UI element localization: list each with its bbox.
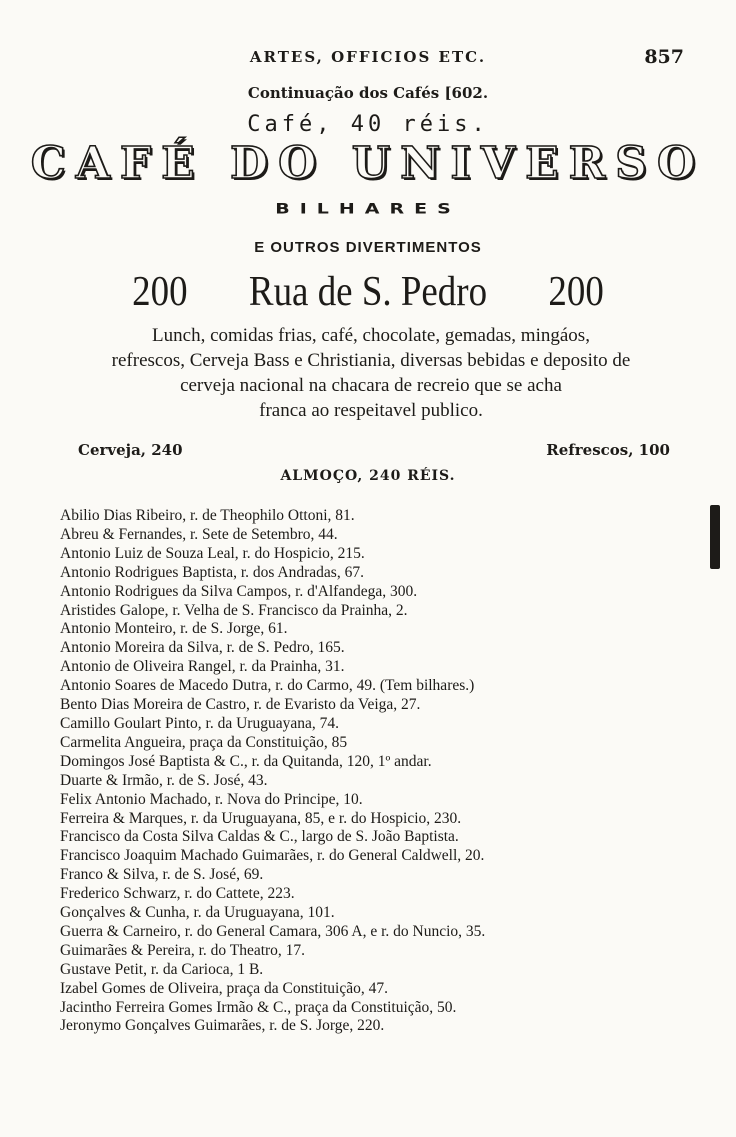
list-item: Francisco da Costa Silva Caldas & C., largo de S. João Baptista. bbox=[60, 828, 459, 846]
list-item: Gustave Petit, r. da Carioca, 1 B. bbox=[60, 960, 264, 978]
list-item: Frederico Schwarz, r. do Cattete, 223. bbox=[60, 885, 295, 903]
divertimentos-subheading: E OUTROS DIVERTIMENTOS bbox=[254, 239, 482, 256]
list-item: Domingos José Baptista & C., r. da Quitanda, 120, 1º andar. bbox=[60, 752, 432, 770]
list-item: Antonio Moreira da Silva, r. de S. Pedro, 165. bbox=[60, 639, 345, 657]
list-item: Izabel Gomes de Oliveira, praça da Constituição, 47. bbox=[60, 979, 388, 997]
almoco-price: ALMOÇO, 240 RÉIS. bbox=[280, 468, 456, 484]
billiards-heading: BILHARES bbox=[275, 200, 461, 218]
list-item: Jacintho Ferreira Gomes Irmão & C., praça da Constituição, 50. bbox=[60, 998, 457, 1016]
price-row bbox=[78, 441, 670, 459]
list-item: Franco & Silva, r. de S. José, 69. bbox=[60, 866, 264, 884]
page-number: 857 bbox=[644, 46, 684, 68]
list-item: Bento Dias Moreira de Castro, r. de Evaristo da Veiga, 27. bbox=[60, 696, 421, 714]
list-item: Antonio Monteiro, r. de S. Jorge, 61. bbox=[60, 620, 288, 638]
list-item: Abilio Dias Ribeiro, r. de Theophilo Ottoni, 81. bbox=[60, 507, 355, 524]
list-item: Antonio Luiz de Souza Leal, r. do Hospicio, 215. bbox=[60, 544, 365, 562]
list-item: Antonio Rodrigues Baptista, r. dos Andradas, 67. bbox=[60, 563, 364, 581]
advert-description bbox=[55, 323, 687, 423]
list-item: Guerra & Carneiro, r. do General Camara, 306 A, e r. do Nuncio, 35. bbox=[60, 922, 486, 940]
list-item: Guimarães & Pereira, r. do Theatro, 17. bbox=[60, 941, 306, 959]
list-item: Ferreira & Marques, r. da Uruguayana, 85, e r. do Hospicio, 230. bbox=[60, 809, 462, 827]
coffee-price: Café, 40 réis. bbox=[247, 112, 489, 137]
address-street: Rua de S. Pedro bbox=[248, 269, 488, 315]
cafe-name: CAFÉ DO UNIVERSO bbox=[30, 138, 706, 189]
list-item: Carmelita Angueira, praça da Constituição, 85 bbox=[60, 733, 348, 751]
list-item: Francisco Joaquim Machado Guimarães, r. do General Caldwell, 20. bbox=[60, 847, 485, 865]
address-line bbox=[132, 268, 604, 316]
address-number-left: 200 bbox=[132, 269, 188, 315]
list-item: Gonçalves & Cunha, r. da Uruguayana, 101. bbox=[60, 904, 335, 922]
list-item: Camillo Goulart Pinto, r. da Uruguayana, 74. bbox=[60, 714, 339, 732]
cafe-directory-list bbox=[60, 507, 700, 1036]
refrescos-price: Refrescos, 100 bbox=[546, 441, 670, 459]
list-item: Aristides Galope, r. Velha de S. Francisco da Prainha, 2. bbox=[60, 601, 408, 619]
list-item: Abreu & Fernandes, r. Sete de Setembro, 44. bbox=[60, 525, 338, 543]
description-line: franca ao respeitavel publico. bbox=[259, 400, 483, 421]
cerveja-price: Cerveja, 240 bbox=[78, 441, 183, 459]
list-item: Antonio Soares de Macedo Dutra, r. do Carmo, 49. (Tem bilhares.) bbox=[60, 677, 475, 695]
description-line: refrescos, Cerveja Bass e Christiania, diversas bebidas e deposito de bbox=[111, 350, 631, 371]
list-item: Felix Antonio Machado, r. Nova do Principe, 10. bbox=[60, 790, 363, 808]
address-number-right: 200 bbox=[548, 269, 604, 315]
list-item: Antonio de Oliveira Rangel, r. da Prainha, 31. bbox=[60, 658, 345, 676]
list-item: Antonio Rodrigues da Silva Campos, r. d'Alfandega, 300. bbox=[60, 582, 418, 600]
continuation-note: Continuação dos Cafés [602. bbox=[247, 84, 489, 102]
running-head: ARTES, OFFICIOS ETC. bbox=[249, 48, 487, 66]
description-line: Lunch, comidas frias, café, chocolate, gemadas, mingáos, bbox=[152, 325, 590, 346]
description-line: cerveja nacional na chacara de recreio que se acha bbox=[180, 375, 562, 396]
margin-ink-mark bbox=[710, 505, 720, 569]
list-item: Jeronymo Gonçalves Guimarães, r. de S. Jorge, 220. bbox=[60, 1017, 385, 1035]
list-item: Duarte & Irmão, r. de S. José, 43. bbox=[60, 771, 268, 789]
